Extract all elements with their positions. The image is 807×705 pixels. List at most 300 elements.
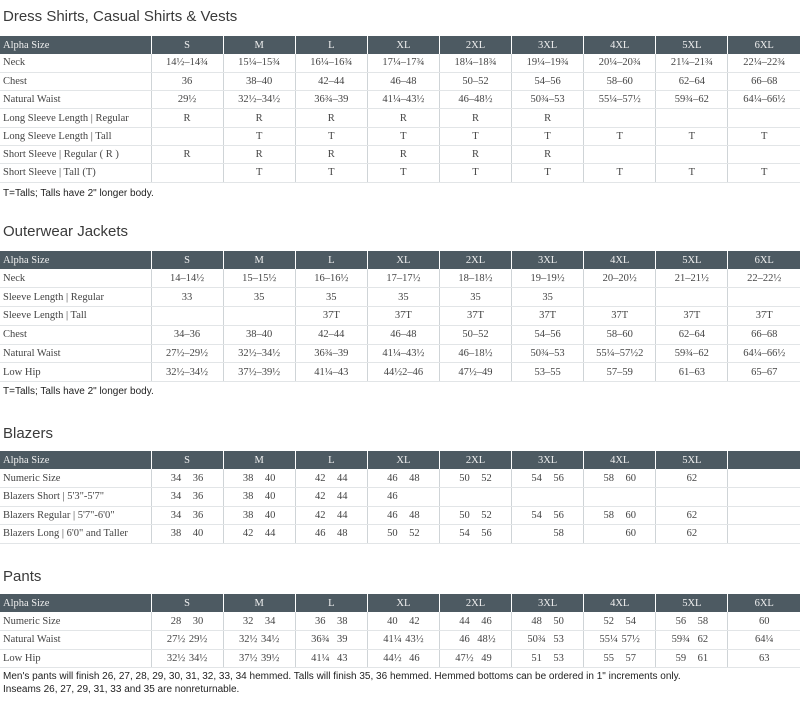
size-cell (367, 612, 439, 631)
size-cell: 20¼–20¾ (584, 54, 656, 72)
cell-value: 58 (603, 472, 614, 484)
header-row (0, 36, 800, 54)
cell-value: 50 (459, 472, 470, 484)
size-cell: 37T (656, 307, 728, 326)
size-cell (512, 612, 584, 631)
size-cell: 32½–34½ (151, 363, 223, 382)
size-header: 5XL (656, 251, 728, 269)
cell-value: 46 (387, 509, 398, 521)
header-row (0, 251, 800, 269)
size-header: XL (367, 251, 439, 269)
size-cell (584, 649, 656, 668)
size-cell: 42–44 (295, 325, 367, 344)
cell-value: 38 (337, 615, 348, 627)
cell-value: 60 (625, 528, 636, 540)
size-cell (584, 469, 656, 488)
size-cell: 42–44 (295, 72, 367, 90)
row-label: Chest (0, 325, 151, 344)
table-row (0, 145, 800, 163)
size-header: 6XL (728, 36, 800, 54)
size-cell (656, 109, 728, 127)
header-label: Alpha Size (0, 36, 151, 54)
cell-value: 32½ (238, 634, 258, 646)
size-header: XL (367, 594, 439, 612)
size-cell: 21¼–21¾ (656, 54, 728, 72)
row-label: Chest (0, 72, 151, 90)
row-label: Blazers Regular | 5'7"-6'0" (0, 506, 151, 525)
cell-value: 46 (409, 652, 420, 664)
size-cell (223, 649, 295, 668)
cell-value: 56 (553, 509, 564, 521)
cell-value: 51 (531, 652, 542, 664)
size-cell (728, 649, 800, 668)
size-cell: R (367, 109, 439, 127)
size-cell: 35 (512, 288, 584, 307)
size-cell (584, 109, 656, 127)
size-cell (728, 506, 800, 525)
table-row (0, 164, 800, 182)
size-cell (367, 469, 439, 488)
size-cell: 38–40 (223, 325, 295, 344)
size-cell: 62–64 (656, 72, 728, 90)
cell-value: 62 (686, 472, 698, 484)
size-header: 4XL (584, 451, 656, 469)
header-row (0, 594, 800, 612)
size-cell (151, 127, 223, 145)
size-header: 2XL (439, 36, 511, 54)
size-cell: 41¼–43½ (367, 91, 439, 109)
table-row (0, 127, 800, 145)
cell-value (526, 528, 548, 539)
table-row (0, 344, 800, 363)
cell-value: 53 (553, 634, 564, 646)
size-cell (151, 307, 223, 326)
size-cell (439, 612, 511, 631)
size-cell (367, 649, 439, 668)
cell-value: 61 (697, 652, 709, 664)
cell-value: 59¾ (671, 634, 690, 646)
cell-value: 47½ (455, 652, 474, 664)
cell-value: 54 (531, 509, 542, 521)
size-cell: 36¾–39 (295, 344, 367, 363)
cell-value: 27½ (166, 634, 186, 646)
row-label: Neck (0, 54, 151, 72)
size-cell (512, 488, 584, 507)
cell-value: 42 (315, 491, 326, 503)
size-cell: 50–52 (439, 325, 511, 344)
size-cell (295, 612, 367, 631)
pants-note-2: Inseams 26, 27, 29, 31, 33 and 35 are nonreturnable. (3, 684, 240, 695)
cell-value: 54 (531, 472, 542, 484)
outerwear-note: T=Talls; Talls have 2" longer body. (3, 386, 154, 397)
size-cell (512, 469, 584, 488)
cell-value: 30 (192, 615, 204, 627)
header-label: Alpha Size (0, 251, 151, 269)
header-label: Alpha Size (0, 594, 151, 612)
size-cell (295, 488, 367, 507)
size-cell (223, 525, 295, 544)
size-cell: T (439, 127, 511, 145)
size-cell (295, 631, 367, 650)
table-row (0, 363, 800, 382)
size-header: 3XL (512, 36, 584, 54)
cell-value: 54 (625, 615, 636, 627)
size-cell: 46–48 (367, 72, 439, 90)
size-cell (151, 612, 223, 631)
size-cell: 35 (367, 288, 439, 307)
size-header: 5XL (656, 594, 728, 612)
size-cell (656, 631, 728, 650)
row-label: Blazers Long | 6'0" and Taller (0, 525, 151, 544)
cell-value: 55¼ (599, 634, 618, 646)
cell-value: 48 (409, 509, 420, 521)
size-header: L (295, 594, 367, 612)
size-cell: R (367, 145, 439, 163)
row-label: Long Sleeve Length | Regular (0, 109, 151, 127)
cell-value: 44 (337, 509, 348, 521)
size-cell (728, 525, 800, 544)
cell-value: 57 (625, 652, 636, 664)
size-cell: T (367, 164, 439, 182)
size-cell (223, 469, 295, 488)
size-cell (584, 525, 656, 544)
size-cell: T (439, 164, 511, 182)
size-header: 2XL (439, 451, 511, 469)
size-cell: 53–55 (512, 363, 584, 382)
size-cell (728, 145, 800, 163)
size-cell: 41¼–43½ (367, 344, 439, 363)
row-label: Sleeve Length | Regular (0, 288, 151, 307)
cell-value: 59 (675, 652, 687, 664)
size-cell: 15–15½ (223, 269, 295, 288)
size-cell (656, 469, 728, 488)
size-cell (656, 612, 728, 631)
size-header: 6XL (728, 251, 800, 269)
size-cell: R (295, 145, 367, 163)
size-header: 4XL (584, 594, 656, 612)
size-cell: 59¾–62 (656, 344, 728, 363)
size-cell (367, 506, 439, 525)
cell-value: 38 (242, 491, 254, 503)
size-cell: T (728, 127, 800, 145)
cell-value: 42 (409, 615, 420, 627)
table-row (0, 469, 800, 488)
size-header: XL (367, 36, 439, 54)
size-cell (151, 469, 223, 488)
cell-value: 40 (387, 615, 398, 627)
table-row (0, 506, 800, 525)
size-cell (295, 525, 367, 544)
cell-value: 52 (409, 528, 420, 540)
header-label: Alpha Size (0, 451, 151, 469)
cell-value: 42 (242, 528, 254, 540)
size-header: S (151, 451, 223, 469)
size-header: 3XL (512, 594, 584, 612)
row-label: Natural Waist (0, 344, 151, 363)
cell-value: 32½ (166, 652, 186, 664)
cell-value: 42 (315, 509, 326, 521)
size-cell: 32½–34½ (223, 344, 295, 363)
cell-value: 58 (603, 509, 614, 521)
cell-value: 50 (387, 528, 398, 540)
size-cell: 27½–29½ (151, 344, 223, 363)
cell-value: 54 (459, 528, 470, 540)
size-cell: 35 (223, 288, 295, 307)
size-cell: 46–18½ (439, 344, 511, 363)
size-cell: 65–67 (728, 363, 800, 382)
size-cell: 14½–14¾ (151, 54, 223, 72)
size-cell: 18–18½ (439, 269, 511, 288)
size-header: M (223, 594, 295, 612)
cell-value: 52 (481, 509, 492, 521)
size-cell (728, 631, 800, 650)
size-cell (223, 307, 295, 326)
size-cell (728, 488, 800, 507)
size-cell (584, 145, 656, 163)
cell-value (598, 528, 620, 539)
size-cell (439, 506, 511, 525)
header-row (0, 451, 800, 469)
size-header: 3XL (512, 451, 584, 469)
size-cell: 21–21½ (656, 269, 728, 288)
cell-value: 44 (459, 615, 470, 627)
cell-value: 62 (686, 528, 698, 540)
cell-value: 52 (603, 615, 614, 627)
size-header: L (295, 251, 367, 269)
size-cell: 66–68 (728, 325, 800, 344)
size-cell: 19–19½ (512, 269, 584, 288)
size-cell: 35 (295, 288, 367, 307)
size-cell (656, 506, 728, 525)
outerwear-title: Outerwear Jackets (3, 223, 129, 240)
cell-value: 36 (192, 509, 204, 521)
size-cell: 37T (295, 307, 367, 326)
size-header: 4XL (584, 251, 656, 269)
cell-value: 52 (481, 472, 492, 484)
size-cell: 41¼–43 (295, 363, 367, 382)
cell-value: 37½ (238, 652, 258, 664)
size-cell: 46–48½ (439, 91, 511, 109)
size-cell: 32½–34½ (223, 91, 295, 109)
table-row (0, 525, 800, 544)
cell-value: 50¾ (527, 634, 546, 646)
size-cell: 46–48 (367, 325, 439, 344)
size-cell: 50¾–53 (512, 344, 584, 363)
cell-value: 58 (697, 615, 709, 627)
size-header: L (295, 36, 367, 54)
size-cell: 37T (512, 307, 584, 326)
cell-value: 56 (675, 615, 687, 627)
size-cell: 18¼–18¾ (439, 54, 511, 72)
pants-table (0, 594, 800, 668)
size-cell (295, 506, 367, 525)
size-cell: 33 (151, 288, 223, 307)
size-header: S (151, 594, 223, 612)
size-cell: T (728, 164, 800, 182)
blazers-title: Blazers (3, 425, 54, 442)
cell-value: 39½ (260, 652, 280, 664)
size-cell (151, 525, 223, 544)
size-header (728, 451, 800, 469)
cell-value: 46 (387, 472, 398, 484)
cell-value: 48 (531, 615, 542, 627)
size-cell (223, 612, 295, 631)
size-cell: 37T (367, 307, 439, 326)
size-header: S (151, 251, 223, 269)
cell-value: 48 (337, 528, 348, 540)
cell-value: 64¼ (755, 634, 774, 646)
size-cell: 17–17½ (367, 269, 439, 288)
cell-value: 40 (192, 528, 204, 540)
size-header: M (223, 451, 295, 469)
size-cell: 35 (439, 288, 511, 307)
dress-shirts-title: Dress Shirts, Casual Shirts & Vests (3, 8, 238, 25)
size-cell: 37T (584, 307, 656, 326)
cell-value: 46 (387, 491, 398, 503)
table-row (0, 109, 800, 127)
cell-value: 40 (264, 509, 276, 521)
table-row (0, 631, 800, 650)
cell-value: 42 (315, 472, 326, 484)
size-cell (151, 488, 223, 507)
size-cell: R (439, 109, 511, 127)
cell-value: 38 (242, 472, 254, 484)
row-label: Numeric Size (0, 469, 151, 488)
size-cell (151, 506, 223, 525)
size-cell: 34–36 (151, 325, 223, 344)
size-cell: 17¼–17¾ (367, 54, 439, 72)
size-cell: 44½2–46 (367, 363, 439, 382)
cell-value: 60 (625, 472, 636, 484)
size-header: M (223, 36, 295, 54)
size-cell (223, 506, 295, 525)
size-cell: 59¾–62 (656, 91, 728, 109)
size-header: 3XL (512, 251, 584, 269)
dress-shirts-table (0, 36, 800, 183)
cell-value: 43 (337, 652, 348, 664)
size-cell: R (512, 145, 584, 163)
size-header: 5XL (656, 451, 728, 469)
cell-value: 36¾ (311, 634, 330, 646)
size-cell: 20–20½ (584, 269, 656, 288)
cell-value: 34 (170, 509, 182, 521)
table-row (0, 649, 800, 668)
size-header: 6XL (728, 594, 800, 612)
size-cell (656, 649, 728, 668)
size-cell: 22¼–22¾ (728, 54, 800, 72)
size-cell (439, 488, 511, 507)
cell-value: 62 (686, 509, 698, 521)
size-header: XL (367, 451, 439, 469)
size-cell (584, 506, 656, 525)
cell-value: 46 (481, 615, 492, 627)
size-header: L (295, 451, 367, 469)
size-cell (512, 525, 584, 544)
cell-value: 46 (315, 528, 326, 540)
size-cell (367, 631, 439, 650)
size-cell: 64¼–66½ (728, 344, 800, 363)
cell-value: 41¼ (311, 652, 330, 664)
size-cell: R (223, 145, 295, 163)
size-header: 2XL (439, 594, 511, 612)
size-cell (584, 612, 656, 631)
size-cell: 22–22½ (728, 269, 800, 288)
table-row (0, 288, 800, 307)
size-cell (151, 631, 223, 650)
size-cell: 38–40 (223, 72, 295, 90)
size-cell: T (223, 164, 295, 182)
row-label: Numeric Size (0, 612, 151, 631)
table-row (0, 72, 800, 90)
size-cell (584, 631, 656, 650)
size-cell: 54–56 (512, 325, 584, 344)
size-cell: R (151, 145, 223, 163)
cell-value: 50 (553, 615, 564, 627)
cell-value: 36 (192, 472, 204, 484)
size-cell: 61–63 (656, 363, 728, 382)
size-cell (656, 288, 728, 307)
size-cell (439, 525, 511, 544)
size-cell (151, 164, 223, 182)
cell-value: 53 (553, 652, 564, 664)
size-cell (656, 488, 728, 507)
size-header: M (223, 251, 295, 269)
size-cell: 66–68 (728, 72, 800, 90)
cell-value: 44 (337, 472, 348, 484)
cell-value: 55 (603, 652, 614, 664)
size-cell: R (512, 109, 584, 127)
size-cell (151, 649, 223, 668)
size-cell (439, 469, 511, 488)
cell-value: 28 (170, 615, 182, 627)
size-cell (656, 145, 728, 163)
size-cell (295, 649, 367, 668)
cell-value: 60 (625, 509, 636, 521)
pants-note-1: Men's pants will finish 26, 27, 28, 29, 30, 31, 32, 33, 34 hemmed. Talls will finish 35, 36 hemmed. Hemmed bottoms can be ordered in 1" increments only. (3, 671, 681, 682)
size-cell: 50–52 (439, 72, 511, 90)
cell-value: 50 (459, 509, 470, 521)
cell-value: 57½ (621, 634, 640, 646)
size-cell (367, 525, 439, 544)
size-cell (512, 506, 584, 525)
size-cell: 16¼–16¾ (295, 54, 367, 72)
size-cell: 50¾–53 (512, 91, 584, 109)
cell-value: 49 (481, 652, 492, 664)
size-cell: R (295, 109, 367, 127)
cell-value: 48 (409, 472, 420, 484)
blazers-table (0, 451, 800, 544)
size-cell: T (512, 127, 584, 145)
size-header: 5XL (656, 36, 728, 54)
size-cell (295, 469, 367, 488)
cell-value: 34 (170, 472, 182, 484)
table-row (0, 325, 800, 344)
size-header: 4XL (584, 36, 656, 54)
cell-value: 58 (553, 528, 564, 540)
size-cell (439, 631, 511, 650)
size-cell: 36 (151, 72, 223, 90)
size-cell: 55¼–57½ (584, 91, 656, 109)
cell-value: 40 (264, 472, 276, 484)
size-cell: T (584, 127, 656, 145)
cell-value: 38 (170, 528, 182, 540)
row-label: Long Sleeve Length | Tall (0, 127, 151, 145)
size-cell (728, 469, 800, 488)
cell-value: 44 (264, 528, 276, 540)
table-row (0, 54, 800, 72)
cell-value: 62 (697, 634, 709, 646)
cell-value (403, 491, 425, 502)
